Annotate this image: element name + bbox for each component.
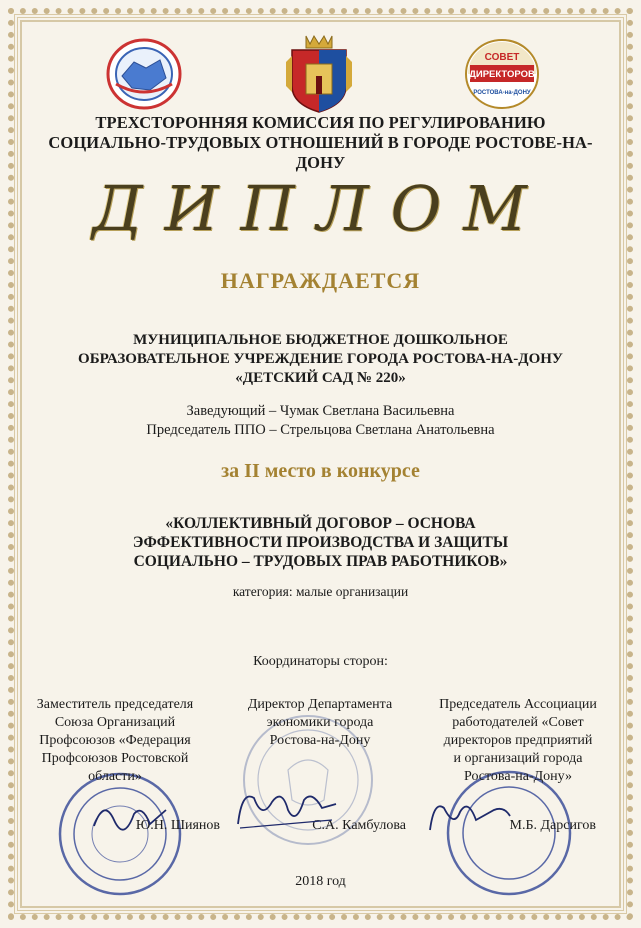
signatory-name-directors: М.Б. Дарсигов (509, 818, 596, 833)
year-text: 2018 год (295, 874, 346, 889)
signature-middle (232, 780, 342, 840)
signatory-title-line: экономики города (266, 715, 374, 730)
signatory-name-federation: Ю.Н. Шиянов (135, 818, 220, 833)
commission-line-2: СОЦИАЛЬНО-ТРУДОВЫХ ОТНОШЕНИЙ В ГОРОДЕ РОСТОВЕ-НА-ДОНУ (48, 133, 593, 172)
signatory-economy (232, 696, 408, 750)
organization-line-2: ОБРАЗОВАТЕЛЬНОЕ УЧРЕЖДЕНИЕ ГОРОДА РОСТОВА-НА-ДОНУ (78, 351, 563, 367)
organization-line-1: МУНИЦИПАЛЬНОЕ БЮДЖЕТНОЕ ДОШКОЛЬНОЕ (133, 332, 508, 348)
coat-of-arms-icon (286, 32, 352, 114)
signatory-federation (30, 696, 200, 786)
signatory-title-line: Союза Организаций (54, 715, 176, 730)
organization-name (30, 331, 611, 388)
contest-name (30, 514, 611, 571)
federation-logo (106, 38, 182, 110)
signatory-title-line: Ростова-на-Дону (269, 733, 371, 748)
signatory-title-line: области» (88, 769, 142, 784)
diploma-title: ДИПЛОМ (92, 172, 549, 245)
signatory-directors (420, 696, 616, 786)
signatory-title-line: Председатель Ассоциации (439, 697, 597, 712)
place-heading: за II место в конкурсе (221, 460, 420, 482)
people-block (30, 402, 611, 440)
head-person: Заведующий – Чумак Светлана Васильевна (186, 403, 455, 419)
signature-right (424, 792, 514, 842)
signatory-title-line: Директор Департамента (247, 697, 393, 712)
contest-line-2: ЭФФЕКТИВНОСТИ ПРОИЗВОДСТВА И ЗАЩИТЫ (132, 534, 509, 551)
signatory-title-line: Профсоюзов «Федерация (39, 733, 191, 748)
category-text: категория: малые организации (232, 584, 409, 599)
logo-right-top-text: СОВЕТ (484, 52, 520, 63)
organization-line-3: «ДЕТСКИЙ САД № 220» (235, 370, 406, 386)
signature-left (90, 790, 170, 840)
contest-line-1: «КОЛЛЕКТИВНЫЙ ДОГОВОР – ОСНОВА (165, 515, 476, 532)
signatory-title-line: Профсоюзов Ростовской (41, 751, 189, 766)
coordinators-heading: Координаторы сторон: (253, 654, 388, 669)
commission-heading (30, 113, 611, 173)
signatory-title-line: Ростова-на-Дону» (464, 769, 572, 784)
signatory-title-line: директоров предприятий (443, 733, 593, 748)
directors-council-logo (464, 38, 540, 110)
union-chair-person: Председатель ППО – Стрельцова Светлана Анатольевна (146, 422, 495, 438)
awarded-heading: НАГРАЖДАЕТСЯ (220, 268, 421, 293)
signatory-title-line: работодателей «Совет (452, 715, 584, 730)
commission-line-1: ТРЕХСТОРОННЯЯ КОМИССИЯ ПО РЕГУЛИРОВАНИЮ (95, 113, 546, 132)
logo-right-bottom-text: РОСТОВА-на-ДОНУ (473, 90, 531, 96)
signatory-name-economy: С.А. Камбулова (312, 818, 406, 833)
signatory-title-line: и организаций города (453, 751, 583, 766)
signatory-title-line: Заместитель председателя (36, 697, 194, 712)
logo-right-mid-text: ДИРЕКТОРОВ (469, 69, 535, 80)
contest-line-3: СОЦИАЛЬНО – ТРУДОВЫХ ПРАВ РАБОТНИКОВ» (133, 553, 508, 570)
